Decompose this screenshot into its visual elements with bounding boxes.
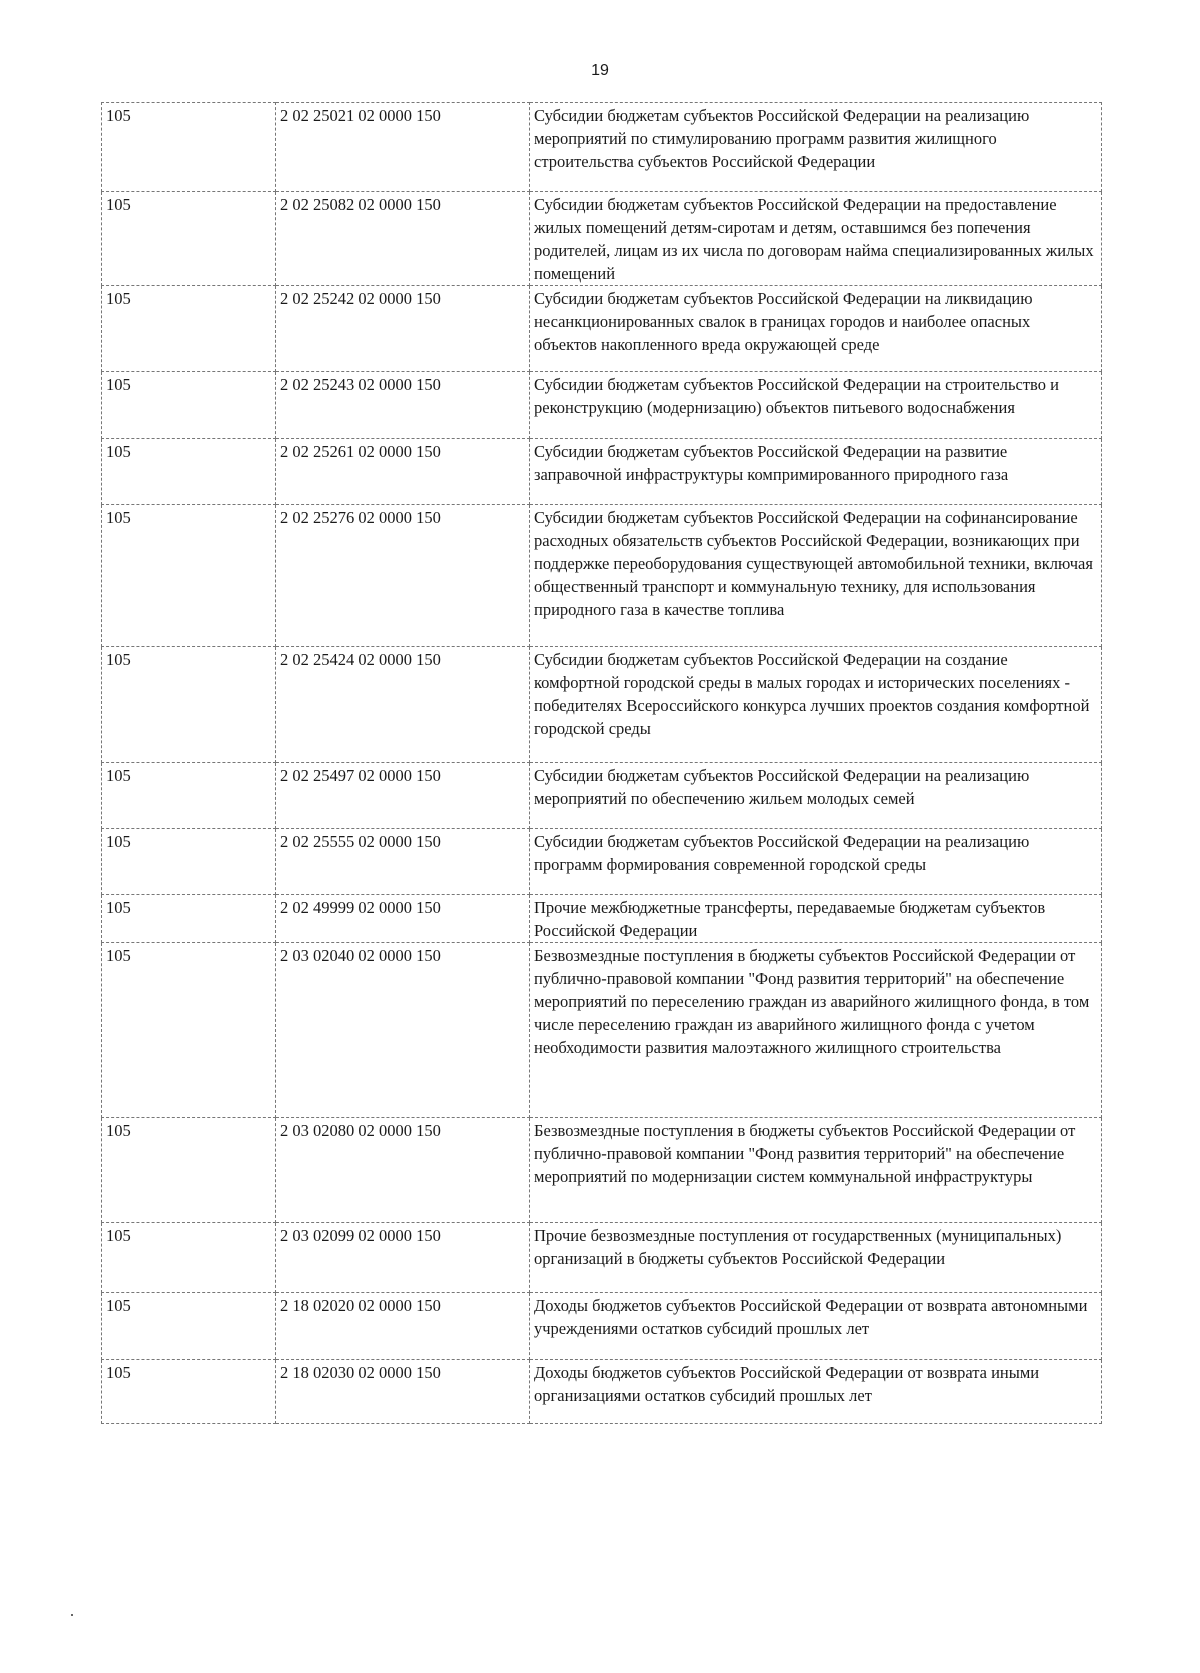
table-row <box>102 1293 1102 1360</box>
table-row <box>102 763 1102 829</box>
description-cell: Субсидии бюджетам субъектов Российской Федерации на реализацию мероприятий по обеспечению жильем молодых семей <box>530 763 1102 829</box>
budget-code-cell: 2 03 02099 02 0000 150 <box>276 1223 530 1293</box>
table-row <box>102 1223 1102 1293</box>
description-cell: Субсидии бюджетам субъектов Российской Федерации на ликвидацию несанкционированных свалок в границах городов и наиболее опасных объектов накопленного вреда окружающей среде <box>530 286 1102 372</box>
admin-code-cell: 105 <box>102 763 276 829</box>
admin-code-cell: 105 <box>102 439 276 505</box>
description-cell: Субсидии бюджетам субъектов Российской Федерации на создание комфортной городской среды в малых городах и исторических поселениях - победителях Всероссийского конкурса лучших проектов создания комфортной городской среды <box>530 647 1102 763</box>
admin-code-cell: 105 <box>102 1360 276 1424</box>
budget-code-cell: 2 02 25261 02 0000 150 <box>276 439 530 505</box>
admin-code-cell: 105 <box>102 895 276 943</box>
description-cell: Субсидии бюджетам субъектов Российской Федерации на реализацию мероприятий по стимулированию программ развития жилищного строительства субъектов Российской Федерации <box>530 103 1102 192</box>
admin-code-cell: 105 <box>102 286 276 372</box>
budget-code-cell: 2 18 02030 02 0000 150 <box>276 1360 530 1424</box>
budget-codes-table <box>101 102 1102 1424</box>
description-cell: Прочие безвозмездные поступления от государственных (муниципальных) организаций в бюджеты субъектов Российской Федерации <box>530 1223 1102 1293</box>
description-cell: Прочие межбюджетные трансферты, передаваемые бюджетам субъектов Российской Федерации <box>530 895 1102 943</box>
page-number: 19 <box>591 62 609 79</box>
budget-code-cell: 2 02 25243 02 0000 150 <box>276 372 530 439</box>
admin-code-cell: 105 <box>102 103 276 192</box>
table-row <box>102 829 1102 895</box>
table-row <box>102 1360 1102 1424</box>
admin-code-cell: 105 <box>102 647 276 763</box>
description-cell: Субсидии бюджетам субъектов Российской Федерации на строительство и реконструкцию (модернизацию) объектов питьевого водоснабжения <box>530 372 1102 439</box>
table-row <box>102 372 1102 439</box>
table-row <box>102 286 1102 372</box>
budget-code-cell: 2 03 02080 02 0000 150 <box>276 1118 530 1223</box>
scan-artifact <box>71 1614 73 1616</box>
budget-code-cell: 2 02 25497 02 0000 150 <box>276 763 530 829</box>
admin-code-cell: 105 <box>102 943 276 1118</box>
table-row <box>102 505 1102 647</box>
admin-code-cell: 105 <box>102 829 276 895</box>
description-cell: Субсидии бюджетам субъектов Российской Федерации на софинансирование расходных обязательств субъектов Российской Федерации, возникающих при поддержке переоборудования существующей автомобильной техники, включая общественный транспорт и коммунальную технику, для использования природного газа в качестве топлива <box>530 505 1102 647</box>
admin-code-cell: 105 <box>102 1118 276 1223</box>
budget-code-cell: 2 02 25424 02 0000 150 <box>276 647 530 763</box>
table-row <box>102 895 1102 943</box>
table-row <box>102 103 1102 192</box>
description-cell: Субсидии бюджетам субъектов Российской Федерации на предоставление жилых помещений детям-сиротам и детям, оставшимся без попечения родителей, лицам из их числа по договорам найма специализированных жилых помещений <box>530 192 1102 286</box>
description-cell: Доходы бюджетов субъектов Российской Федерации от возврата автономными учреждениями остатков субсидий прошлых лет <box>530 1293 1102 1360</box>
budget-code-cell: 2 02 25242 02 0000 150 <box>276 286 530 372</box>
admin-code-cell: 105 <box>102 1223 276 1293</box>
budget-code-cell: 2 02 25276 02 0000 150 <box>276 505 530 647</box>
admin-code-cell: 105 <box>102 372 276 439</box>
description-cell: Субсидии бюджетам субъектов Российской Федерации на реализацию программ формирования современной городской среды <box>530 829 1102 895</box>
admin-code-cell: 105 <box>102 505 276 647</box>
budget-code-cell: 2 02 25021 02 0000 150 <box>276 103 530 192</box>
description-cell: Безвозмездные поступления в бюджеты субъектов Российской Федерации от публично-правовой компании "Фонд развития территорий" на обеспечение мероприятий по модернизации систем коммунальной инфраструктуры <box>530 1118 1102 1223</box>
description-cell: Субсидии бюджетам субъектов Российской Федерации на развитие заправочной инфраструктуры компримированного природного газа <box>530 439 1102 505</box>
table-row <box>102 439 1102 505</box>
budget-code-cell: 2 03 02040 02 0000 150 <box>276 943 530 1118</box>
budget-code-cell: 2 02 25555 02 0000 150 <box>276 829 530 895</box>
description-cell: Доходы бюджетов субъектов Российской Федерации от возврата иными организациями остатков субсидий прошлых лет <box>530 1360 1102 1424</box>
description-cell: Безвозмездные поступления в бюджеты субъектов Российской Федерации от публично-правовой компании "Фонд развития территорий" на обеспечение мероприятий по переселению граждан из аварийного жилищного фонда, в том числе переселению граждан из аварийного жилищного фонда с учетом необходимости развития малоэтажного жилищного строительства <box>530 943 1102 1118</box>
table-row <box>102 943 1102 1118</box>
table-row <box>102 647 1102 763</box>
budget-code-cell: 2 02 25082 02 0000 150 <box>276 192 530 286</box>
budget-code-cell: 2 18 02020 02 0000 150 <box>276 1293 530 1360</box>
admin-code-cell: 105 <box>102 1293 276 1360</box>
budget-code-cell: 2 02 49999 02 0000 150 <box>276 895 530 943</box>
table-row <box>102 192 1102 286</box>
table-row <box>102 1118 1102 1223</box>
admin-code-cell: 105 <box>102 192 276 286</box>
